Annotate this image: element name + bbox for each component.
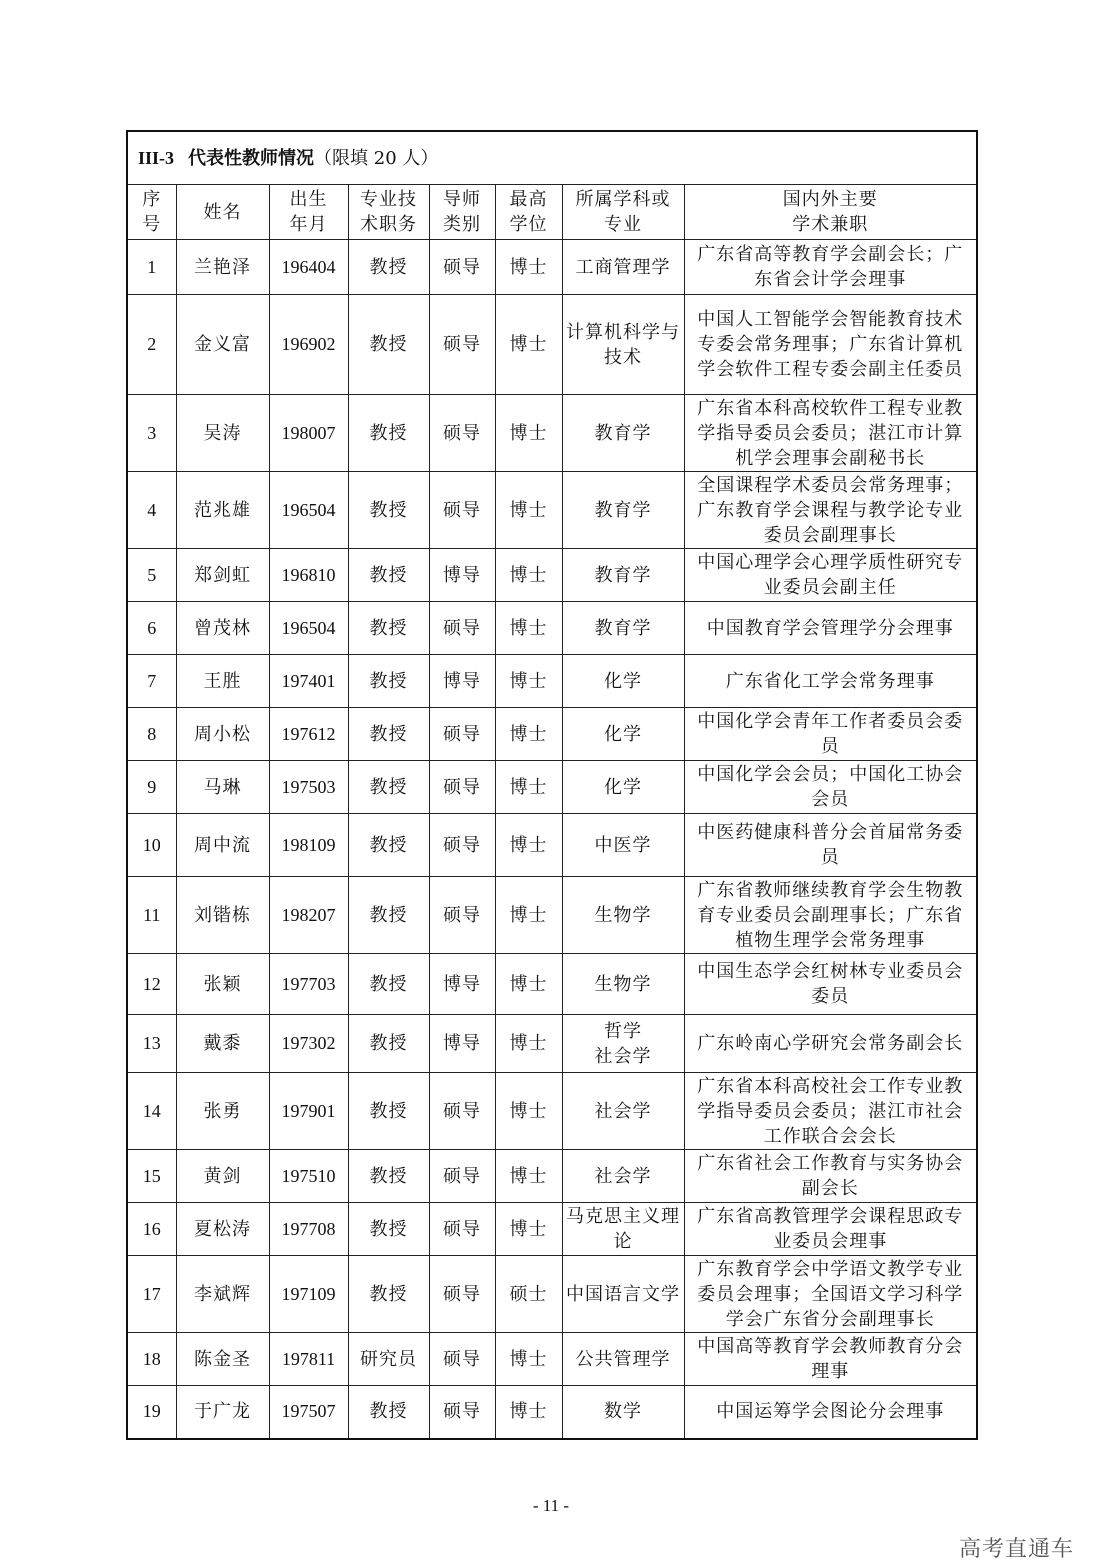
representative-teachers-table	[126, 130, 978, 1440]
cell-discipline: 教育学	[562, 549, 684, 602]
cell-no: 19	[127, 1386, 176, 1439]
table-row	[127, 1333, 977, 1386]
cell-advisor: 硕导	[429, 1333, 495, 1386]
cell-advisor: 博导	[429, 655, 495, 708]
cell-no: 17	[127, 1256, 176, 1333]
cell-discipline: 化学	[562, 708, 684, 761]
table-row	[127, 1073, 977, 1150]
cell-advisor: 硕导	[429, 602, 495, 655]
cell-advisor: 硕导	[429, 240, 495, 295]
cell-duty: 全国课程学术委员会常务理事；广东教育学会课程与教学论专业委员会副理事长	[684, 472, 977, 549]
cell-name: 陈金圣	[176, 1333, 269, 1386]
cell-birth: 197811	[269, 1333, 348, 1386]
cell-degree: 博士	[495, 814, 562, 877]
cell-degree: 博士	[495, 295, 562, 395]
cell-no: 11	[127, 877, 176, 954]
cell-discipline: 数学	[562, 1386, 684, 1439]
cell-birth: 197302	[269, 1015, 348, 1073]
watermark: 高考直通车	[958, 1537, 1074, 1562]
table-row	[127, 655, 977, 708]
cell-no: 18	[127, 1333, 176, 1386]
table-row	[127, 602, 977, 655]
cell-no: 12	[127, 954, 176, 1015]
cell-degree: 硕士	[495, 1256, 562, 1333]
table-body	[127, 240, 977, 1439]
table-row	[127, 1386, 977, 1439]
table-row	[127, 549, 977, 602]
cell-advisor: 硕导	[429, 761, 495, 814]
cell-birth: 197703	[269, 954, 348, 1015]
cell-duty: 广东省教师继续教育学会生物教育专业委员会副理事长；广东省植物生理学会常务理事	[684, 877, 977, 954]
header-degree: 最高 学位	[495, 185, 562, 240]
cell-duty: 广东省高等教育学会副会长；广东省会计学会理事	[684, 240, 977, 295]
section-title: 代表性教师情况	[188, 147, 315, 169]
cell-discipline: 教育学	[562, 602, 684, 655]
cell-advisor: 硕导	[429, 814, 495, 877]
table-row	[127, 877, 977, 954]
header-no: 序 号	[127, 185, 176, 240]
header-title: 专业技 术职务	[348, 185, 429, 240]
cell-title: 教授	[348, 954, 429, 1015]
cell-title: 教授	[348, 761, 429, 814]
cell-birth: 197901	[269, 1073, 348, 1150]
cell-discipline: 教育学	[562, 395, 684, 472]
cell-degree: 博士	[495, 1386, 562, 1439]
section-limit: （限填 20 人）	[314, 147, 439, 169]
cell-birth: 198207	[269, 877, 348, 954]
cell-no: 15	[127, 1150, 176, 1203]
cell-duty: 广东省本科高校软件工程专业教学指导委员会委员；湛江市计算机学会理事会副秘书长	[684, 395, 977, 472]
page-number: - 11 -	[532, 1496, 570, 1515]
cell-duty: 中医药健康科普分会首届常务委员	[684, 814, 977, 877]
cell-discipline: 马克思主义理论	[562, 1203, 684, 1256]
cell-title: 研究员	[348, 1333, 429, 1386]
cell-name: 郑剑虹	[176, 549, 269, 602]
cell-duty: 中国运筹学会图论分会理事	[684, 1386, 977, 1439]
cell-discipline: 社会学	[562, 1073, 684, 1150]
cell-name: 张颖	[176, 954, 269, 1015]
cell-no: 3	[127, 395, 176, 472]
cell-title: 教授	[348, 472, 429, 549]
cell-no: 14	[127, 1073, 176, 1150]
header-advisor: 导师 类别	[429, 185, 495, 240]
cell-degree: 博士	[495, 1333, 562, 1386]
cell-title: 教授	[348, 814, 429, 877]
table-caption	[127, 131, 977, 185]
table-caption-row	[127, 131, 977, 185]
cell-name: 王胜	[176, 655, 269, 708]
cell-discipline: 生物学	[562, 877, 684, 954]
table-row	[127, 1256, 977, 1333]
cell-title: 教授	[348, 240, 429, 295]
cell-discipline: 教育学	[562, 472, 684, 549]
cell-discipline: 中医学	[562, 814, 684, 877]
cell-degree: 博士	[495, 395, 562, 472]
cell-duty: 广东省本科高校社会工作专业教学指导委员会委员；湛江市社会工作联合会会长	[684, 1073, 977, 1150]
cell-name: 戴黍	[176, 1015, 269, 1073]
cell-duty: 广东省化工学会常务理事	[684, 655, 977, 708]
cell-discipline: 中国语言文学	[562, 1256, 684, 1333]
cell-title: 教授	[348, 877, 429, 954]
cell-no: 2	[127, 295, 176, 395]
cell-duty: 中国教育学会管理学分会理事	[684, 602, 977, 655]
header-birth: 出生 年月	[269, 185, 348, 240]
cell-birth: 197708	[269, 1203, 348, 1256]
table-row	[127, 708, 977, 761]
cell-duty: 中国心理学会心理学质性研究专业委员会副主任	[684, 549, 977, 602]
cell-advisor: 硕导	[429, 1386, 495, 1439]
cell-duty: 中国生态学会红树林专业委员会委员	[684, 954, 977, 1015]
cell-duty: 中国化学会青年工作者委员会委员	[684, 708, 977, 761]
cell-name: 马琳	[176, 761, 269, 814]
table-row	[127, 472, 977, 549]
cell-degree: 博士	[495, 1203, 562, 1256]
cell-discipline: 哲学 社会学	[562, 1015, 684, 1073]
header-discipline: 所属学科或 专业	[562, 185, 684, 240]
cell-degree: 博士	[495, 877, 562, 954]
cell-discipline: 化学	[562, 761, 684, 814]
cell-title: 教授	[348, 1073, 429, 1150]
teacher-table-container	[126, 130, 976, 1440]
cell-title: 教授	[348, 395, 429, 472]
cell-duty: 中国高等教育学会教师教育分会理事	[684, 1333, 977, 1386]
table-row	[127, 1015, 977, 1073]
cell-name: 吴涛	[176, 395, 269, 472]
cell-birth: 196810	[269, 549, 348, 602]
cell-birth: 197109	[269, 1256, 348, 1333]
cell-duty: 广东教育学会中学语文教学专业委员会理事；全国语文学习科学学会广东省分会副理事长	[684, 1256, 977, 1333]
cell-advisor: 硕导	[429, 708, 495, 761]
table-row	[127, 395, 977, 472]
cell-degree: 博士	[495, 655, 562, 708]
cell-name: 李斌辉	[176, 1256, 269, 1333]
cell-name: 金义富	[176, 295, 269, 395]
cell-name: 曾茂林	[176, 602, 269, 655]
cell-title: 教授	[348, 602, 429, 655]
cell-discipline: 公共管理学	[562, 1333, 684, 1386]
cell-title: 教授	[348, 655, 429, 708]
cell-no: 8	[127, 708, 176, 761]
cell-degree: 博士	[495, 602, 562, 655]
cell-advisor: 硕导	[429, 395, 495, 472]
cell-duty: 中国人工智能学会智能教育技术专委会常务理事；广东省计算机学会软件工程专委会副主任委员	[684, 295, 977, 395]
cell-duty: 中国化学会会员；中国化工协会会员	[684, 761, 977, 814]
header-name: 姓名	[176, 185, 269, 240]
cell-birth: 196902	[269, 295, 348, 395]
cell-no: 4	[127, 472, 176, 549]
cell-title: 教授	[348, 1386, 429, 1439]
cell-advisor: 硕导	[429, 1073, 495, 1150]
cell-advisor: 博导	[429, 1015, 495, 1073]
cell-birth: 198007	[269, 395, 348, 472]
cell-advisor: 硕导	[429, 472, 495, 549]
cell-no: 6	[127, 602, 176, 655]
cell-birth: 196504	[269, 472, 348, 549]
table-row	[127, 1203, 977, 1256]
cell-duty: 广东岭南心学研究会常务副会长	[684, 1015, 977, 1073]
cell-birth: 197503	[269, 761, 348, 814]
cell-discipline: 化学	[562, 655, 684, 708]
table-row	[127, 954, 977, 1015]
cell-no: 1	[127, 240, 176, 295]
cell-discipline: 生物学	[562, 954, 684, 1015]
table-row	[127, 814, 977, 877]
cell-title: 教授	[348, 1015, 429, 1073]
cell-birth: 197401	[269, 655, 348, 708]
table-row	[127, 295, 977, 395]
table-row	[127, 761, 977, 814]
cell-advisor: 硕导	[429, 1150, 495, 1203]
cell-degree: 博士	[495, 708, 562, 761]
cell-name: 于广龙	[176, 1386, 269, 1439]
cell-birth: 197507	[269, 1386, 348, 1439]
cell-advisor: 硕导	[429, 877, 495, 954]
cell-title: 教授	[348, 295, 429, 395]
cell-degree: 博士	[495, 472, 562, 549]
cell-birth: 197510	[269, 1150, 348, 1203]
cell-degree: 博士	[495, 549, 562, 602]
table-header-row	[127, 185, 977, 240]
header-duty: 国内外主要 学术兼职	[684, 185, 977, 240]
cell-advisor: 硕导	[429, 1203, 495, 1256]
cell-degree: 博士	[495, 1073, 562, 1150]
cell-advisor: 硕导	[429, 1256, 495, 1333]
cell-birth: 197612	[269, 708, 348, 761]
cell-advisor: 博导	[429, 954, 495, 1015]
cell-name: 周中流	[176, 814, 269, 877]
cell-no: 5	[127, 549, 176, 602]
cell-name: 范兆雄	[176, 472, 269, 549]
cell-duty: 广东省高教管理学会课程思政专业委员会理事	[684, 1203, 977, 1256]
cell-name: 刘锴栋	[176, 877, 269, 954]
table-row	[127, 240, 977, 295]
cell-degree: 博士	[495, 1015, 562, 1073]
cell-no: 13	[127, 1015, 176, 1073]
cell-name: 兰艳泽	[176, 240, 269, 295]
cell-title: 教授	[348, 549, 429, 602]
cell-degree: 博士	[495, 761, 562, 814]
cell-title: 教授	[348, 708, 429, 761]
cell-birth: 196504	[269, 602, 348, 655]
cell-title: 教授	[348, 1203, 429, 1256]
cell-name: 张勇	[176, 1073, 269, 1150]
cell-birth: 196404	[269, 240, 348, 295]
cell-title: 教授	[348, 1150, 429, 1203]
cell-degree: 博士	[495, 1150, 562, 1203]
cell-name: 夏松涛	[176, 1203, 269, 1256]
cell-title: 教授	[348, 1256, 429, 1333]
cell-name: 周小松	[176, 708, 269, 761]
cell-no: 10	[127, 814, 176, 877]
cell-name: 黄剑	[176, 1150, 269, 1203]
cell-no: 16	[127, 1203, 176, 1256]
cell-advisor: 博导	[429, 549, 495, 602]
section-number: III-3	[138, 147, 175, 168]
cell-discipline: 工商管理学	[562, 240, 684, 295]
cell-no: 9	[127, 761, 176, 814]
cell-discipline: 计算机科学与技术	[562, 295, 684, 395]
cell-birth: 198109	[269, 814, 348, 877]
cell-duty: 广东省社会工作教育与实务协会副会长	[684, 1150, 977, 1203]
cell-degree: 博士	[495, 954, 562, 1015]
cell-discipline: 社会学	[562, 1150, 684, 1203]
table-row	[127, 1150, 977, 1203]
cell-degree: 博士	[495, 240, 562, 295]
cell-advisor: 硕导	[429, 295, 495, 395]
cell-no: 7	[127, 655, 176, 708]
